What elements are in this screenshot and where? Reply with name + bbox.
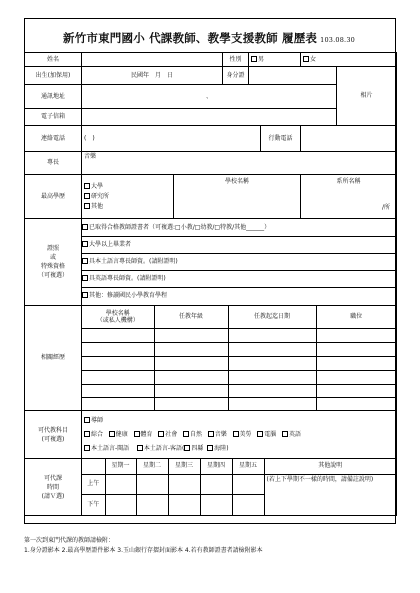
exp-row — [82, 397, 396, 410]
exp-header-dates: 任教起迄日期 — [228, 306, 316, 328]
subject-checkbox[interactable] — [233, 431, 239, 437]
mobile-label: 行動電話 — [261, 126, 301, 152]
cert-4-label: 具英語專長師資。(請附證明) — [89, 274, 166, 282]
certs-label-3: 特殊資格 — [40, 263, 65, 270]
exp-cell[interactable] — [228, 356, 316, 370]
email-label: 電子信箱 — [25, 109, 82, 126]
dept-name-cell[interactable] — [301, 175, 397, 219]
notes-items: 1.身分證影本 2.最高學歷證件影本 3.玉山銀行存摺封面影本 4.若有教師證書者請檢附影本 — [24, 547, 263, 554]
edu-graduate-label: 研究所 — [91, 192, 110, 200]
cert-3-label: 具本土語言專長師資。(請附證明) — [89, 257, 178, 265]
birth-field[interactable]: 民國年 月 日 — [82, 67, 223, 85]
exp-header-position: 職位 — [316, 306, 396, 328]
subject-hailu-checkbox[interactable] — [207, 445, 213, 451]
schedule-label-2: 時間 — [46, 483, 59, 491]
subject-close-paren: ) — [226, 444, 229, 452]
email-field[interactable] — [82, 109, 337, 126]
schedule-slot[interactable] — [200, 474, 232, 494]
cert-1-label: 已取得合格教師證書者（可複選:□小教/□幼教/□特教/其他______） — [89, 223, 271, 231]
exp-cell[interactable] — [154, 328, 228, 342]
subject-line-3 — [84, 442, 394, 456]
certs-row — [25, 219, 397, 306]
phone-label: 連絡電話 — [25, 126, 82, 152]
name-field[interactable] — [82, 53, 223, 67]
exp-cell[interactable] — [316, 397, 396, 410]
subject-homeroom-checkbox[interactable] — [84, 417, 90, 423]
exp-cell[interactable] — [82, 328, 154, 342]
schedule-slot[interactable] — [200, 494, 232, 515]
schedule-slot[interactable] — [105, 474, 136, 494]
subject-label: 健康 — [115, 430, 128, 438]
mobile-field[interactable] — [301, 126, 397, 152]
name-row — [25, 53, 397, 67]
schedule-slot[interactable] — [232, 474, 264, 494]
subject-line-2 — [84, 428, 394, 442]
exp-cell[interactable] — [316, 370, 396, 384]
certs-label-2: 或 — [49, 254, 56, 261]
female-checkbox[interactable] — [303, 56, 309, 62]
subjects-label-1: 可代教科目 — [37, 426, 68, 434]
exp-cell[interactable] — [316, 342, 396, 356]
specialty-field[interactable]: 音樂 — [82, 152, 397, 175]
exp-cell[interactable] — [154, 384, 228, 397]
experience-label: 相關經歷 — [25, 306, 82, 411]
schedule-label-1: 可代課 — [43, 474, 62, 482]
exp-cell[interactable] — [154, 370, 228, 384]
schedule-slot[interactable] — [168, 474, 200, 494]
subject-minnan-label: 本土語言-閩語 — [91, 444, 130, 452]
edu-other-checkbox[interactable] — [84, 203, 90, 209]
exp-cell[interactable] — [82, 384, 154, 397]
schedule-day-5: 星期五 — [232, 459, 264, 474]
exp-row — [82, 342, 396, 356]
exp-school-label: 學校名稱 — [105, 309, 130, 317]
certs-label-4: （可複選） — [37, 272, 68, 279]
subject-line-1 — [84, 414, 394, 428]
edu-graduate-checkbox[interactable] — [84, 193, 90, 199]
certs-label — [25, 219, 82, 306]
exp-cell[interactable] — [228, 328, 316, 342]
phone-row — [25, 126, 397, 152]
cert-item-5[interactable] — [82, 287, 396, 305]
subject-checkbox[interactable] — [282, 431, 288, 437]
schedule-table-cell — [82, 459, 397, 516]
exp-cell[interactable] — [228, 384, 316, 397]
schedule-other-note[interactable]: (若上下學期不一樣的時間，請備註說明) — [264, 474, 396, 515]
photo-box: 相片 — [337, 67, 397, 126]
subject-hakka-label: 本土語言-客語( — [143, 444, 185, 452]
schedule-inner-table — [82, 459, 396, 515]
schedule-slot[interactable] — [136, 494, 168, 515]
schedule-morning-label: 上午 — [82, 474, 105, 494]
dept-suffix: /所 — [382, 204, 391, 211]
schedule-slot[interactable] — [232, 494, 264, 515]
exp-cell[interactable] — [154, 342, 228, 356]
subjects-row — [25, 411, 397, 459]
title-date: 103.08.30 — [320, 36, 355, 44]
subject-homeroom-label: 導師 — [91, 416, 104, 424]
cert-4-checkbox[interactable] — [82, 275, 88, 281]
exp-cell[interactable] — [82, 370, 154, 384]
exp-row — [82, 328, 396, 342]
name-label: 姓名 — [25, 53, 82, 67]
edu-other-label: 其他 — [91, 202, 104, 210]
education-label: 最高學歷 — [25, 175, 82, 219]
schedule-day-1: 星期一 — [105, 459, 136, 474]
edu-option-university[interactable] — [84, 182, 171, 192]
exp-row — [82, 370, 396, 384]
edu-university-checkbox[interactable] — [84, 183, 90, 189]
schedule-afternoon-label: 下午 — [82, 494, 105, 515]
birth-label: 出生(加保用) — [25, 67, 82, 85]
schedule-day-3: 星期三 — [168, 459, 200, 474]
cert-2-checkbox[interactable] — [82, 241, 88, 247]
phone-field[interactable]: ( ) — [82, 126, 261, 152]
exp-cell[interactable] — [316, 328, 396, 342]
subject-label: 綜合 — [91, 430, 104, 438]
cert-2-label: 大學以上畢業者 — [89, 240, 132, 248]
title-text: 新竹市東門國小 代課教師、教學支援教師 履歷表 — [63, 31, 318, 45]
subject-hakka-checkbox[interactable] — [137, 445, 143, 451]
id-label: 身分證 — [223, 67, 249, 85]
education-row — [25, 175, 397, 219]
subject-checkbox[interactable] — [109, 431, 115, 437]
schedule-day-4: 星期四 — [200, 459, 232, 474]
subjects-options — [82, 411, 397, 459]
exp-cell[interactable] — [228, 397, 316, 410]
male-label: 男 — [258, 55, 265, 63]
male-checkbox[interactable] — [251, 56, 257, 62]
subject-minnan-checkbox[interactable] — [84, 445, 90, 451]
cert-5-checkbox[interactable] — [82, 292, 88, 298]
subject-checkbox[interactable] — [158, 431, 164, 437]
subject-label: 電腦 — [264, 430, 277, 438]
subject-checkbox[interactable] — [134, 431, 140, 437]
subject-checkbox[interactable] — [257, 431, 263, 437]
schedule-slot[interactable] — [168, 494, 200, 515]
exp-cell[interactable] — [228, 370, 316, 384]
schedule-day-2: 星期二 — [136, 459, 168, 474]
experience-table-cell — [82, 306, 397, 411]
address-field[interactable]: 、 — [82, 85, 337, 109]
notes-heading: 第一次到東門代課的教師請檢附： — [24, 537, 115, 544]
address-label: 通訊地址 — [25, 85, 82, 109]
subject-checkbox[interactable] — [84, 431, 90, 437]
exp-cell[interactable] — [316, 384, 396, 397]
school-name-header: 學校名稱 — [225, 178, 250, 185]
subject-sixian-label: 四縣 — [191, 444, 204, 452]
exp-cell[interactable] — [154, 397, 228, 410]
cert-3-checkbox[interactable] — [82, 258, 88, 264]
subjects-label — [25, 411, 82, 459]
schedule-other-header: 其他說明 — [264, 459, 396, 474]
subject-checkbox[interactable] — [208, 431, 214, 437]
dept-name-header: 系所名稱 — [336, 178, 361, 185]
exp-row — [82, 384, 396, 397]
subjects-label-2: (可複選) — [41, 435, 65, 443]
schedule-label-3: (請Ｖ選) — [41, 492, 65, 500]
experience-row — [25, 306, 397, 411]
footer-notes — [24, 536, 404, 556]
schedule-label — [25, 459, 82, 516]
edu-university-label: 大學 — [91, 182, 104, 190]
certs-inner-table — [82, 220, 396, 305]
exp-cell[interactable] — [228, 342, 316, 356]
gender-label: 性別 — [223, 53, 249, 67]
subject-label: 自然 — [190, 430, 203, 438]
page-title — [24, 30, 394, 46]
cert-item-1[interactable] — [82, 220, 396, 237]
edu-option-graduate[interactable] — [84, 192, 171, 202]
subject-label: 英語 — [289, 430, 302, 438]
exp-header-school — [82, 306, 154, 328]
school-name-cell[interactable] — [174, 175, 301, 219]
subject-sixian-checkbox[interactable] — [184, 445, 190, 451]
female-label: 女 — [310, 55, 317, 63]
subject-label: 音樂 — [214, 430, 227, 438]
exp-cell[interactable] — [316, 356, 396, 370]
exp-cell[interactable] — [154, 356, 228, 370]
subject-hailu-label: 海陸 — [214, 444, 227, 452]
certs-label-1: 證照 — [46, 245, 59, 252]
cert-5-label: 其他：修讀國民小學教育學程 — [89, 292, 168, 299]
specialty-label: 專長 — [25, 152, 82, 175]
resume-form-table — [24, 52, 397, 516]
exp-school-sub: （或私人機構） — [96, 316, 139, 324]
exp-cell[interactable] — [82, 356, 154, 370]
subject-label: 社會 — [165, 430, 178, 438]
gender-male-option[interactable] — [249, 53, 301, 67]
schedule-row — [25, 459, 397, 516]
exp-header-grade: 任教年級 — [154, 306, 228, 328]
exp-row — [82, 356, 396, 370]
schedule-corner — [82, 459, 105, 474]
cert-item-4[interactable] — [82, 270, 396, 287]
experience-inner-table — [82, 306, 396, 410]
certs-list — [82, 219, 397, 306]
education-options — [82, 175, 174, 219]
cert-item-2[interactable] — [82, 236, 396, 253]
cert-1-checkbox[interactable] — [82, 224, 88, 230]
id-field[interactable] — [249, 67, 337, 85]
subject-label: 體育 — [140, 430, 153, 438]
exp-cell[interactable] — [82, 397, 154, 410]
subject-label: 美勞 — [239, 430, 252, 438]
schedule-slot[interactable] — [136, 474, 168, 494]
edu-option-other[interactable] — [84, 202, 171, 212]
cert-item-3[interactable] — [82, 253, 396, 270]
exp-cell[interactable] — [82, 342, 154, 356]
specialty-row — [25, 152, 397, 175]
subject-checkbox[interactable] — [183, 431, 189, 437]
schedule-slot[interactable] — [105, 494, 136, 515]
gender-female-option[interactable] — [301, 53, 397, 67]
birth-row — [25, 67, 397, 85]
